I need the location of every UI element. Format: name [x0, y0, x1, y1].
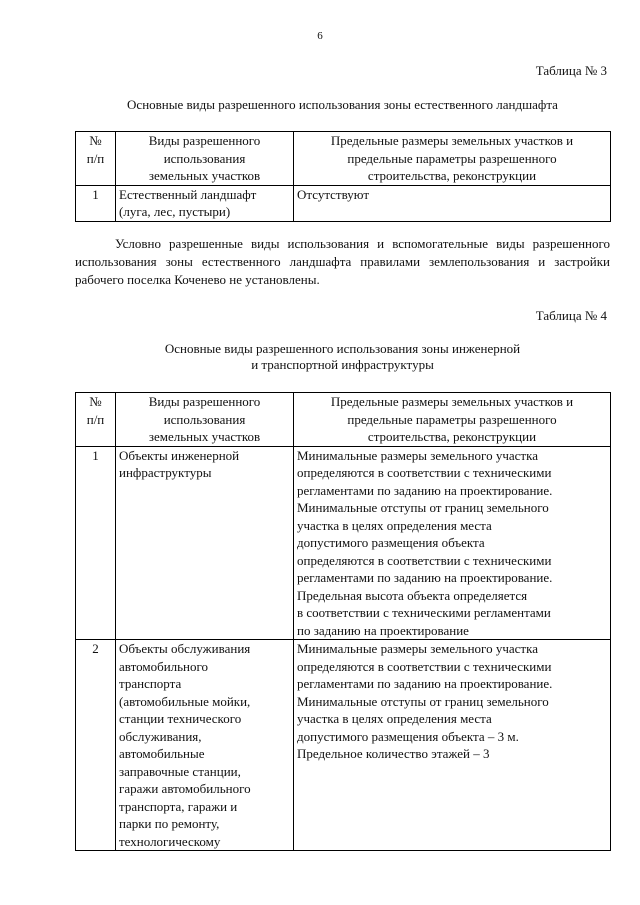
header-params: Предельные размеры земельных участков и предельные параметры разрешенного строительства, реконструкции: [294, 132, 611, 186]
row-params: Минимальные размеры земельного участка определяются в соответствии с техническими регламентами по заданию на проектирование. Минимальные отступы от границ земельного участка в целях определения места допустимого размещения объекта определяются в соответствии с техническими регламентами по заданию на проектирование. Предельная высота объекта определяется в соответствии с техническими регламентами по заданию на проектирование: [294, 446, 611, 640]
table-3: [75, 131, 611, 222]
header-num: № п/п: [76, 393, 116, 447]
header-type: Виды разрешенного использования земельных участков: [116, 393, 294, 447]
row-type: Объекты обслуживания автомобильного транспорта (автомобильные мойки, станции технического обслуживания, автомобильные заправочные станции, гаражи автомобильного транспорта, гаражи и парки по ремонту, технологическому: [116, 640, 294, 851]
body-paragraph: Условно разрешенные виды использования и вспомогательные виды разрешенного использования зоны естественного ландшафта правилами землепользования и застройки рабочего поселка Коченево не установлены.: [75, 236, 610, 287]
table-3-header-row: [76, 132, 611, 186]
table-3-label: Таблица № 3: [535, 63, 607, 78]
row-params: Минимальные размеры земельного участка определяются в соответствии с техническими регламентами по заданию на проектирование. Минимальные отступы от границ земельного участка в целях определения места допустимого размещения объекта – 3 м. Предельное количество этажей – 3: [294, 640, 611, 851]
table-row: [76, 640, 611, 851]
table-row: [76, 446, 611, 640]
table-4-caption: Основные виды разрешенного использования зоны инженерной и транспортной инфраструктуры: [164, 341, 521, 372]
table-row: [76, 185, 611, 221]
table-4-label: Таблица № 4: [535, 308, 607, 323]
header-num: № п/п: [76, 132, 116, 186]
header-params: Предельные размеры земельных участков и предельные параметры разрешенного строительства, реконструкции: [294, 393, 611, 447]
header-type: Виды разрешенного использования земельных участков: [116, 132, 294, 186]
row-num: 1: [76, 185, 116, 221]
table-3-caption: Основные виды разрешенного использования зоны естественного ландшафта: [127, 97, 558, 112]
table-4: [75, 392, 611, 851]
row-type: Объекты инженерной инфраструктуры: [116, 446, 294, 640]
table-4-header-row: [76, 393, 611, 447]
row-num: 1: [76, 446, 116, 640]
row-params: Отсутствуют: [294, 185, 611, 221]
page-number: 6: [317, 30, 323, 42]
row-type: Естественный ландшафт (луга, лес, пустыри): [116, 185, 294, 221]
row-num: 2: [76, 640, 116, 851]
